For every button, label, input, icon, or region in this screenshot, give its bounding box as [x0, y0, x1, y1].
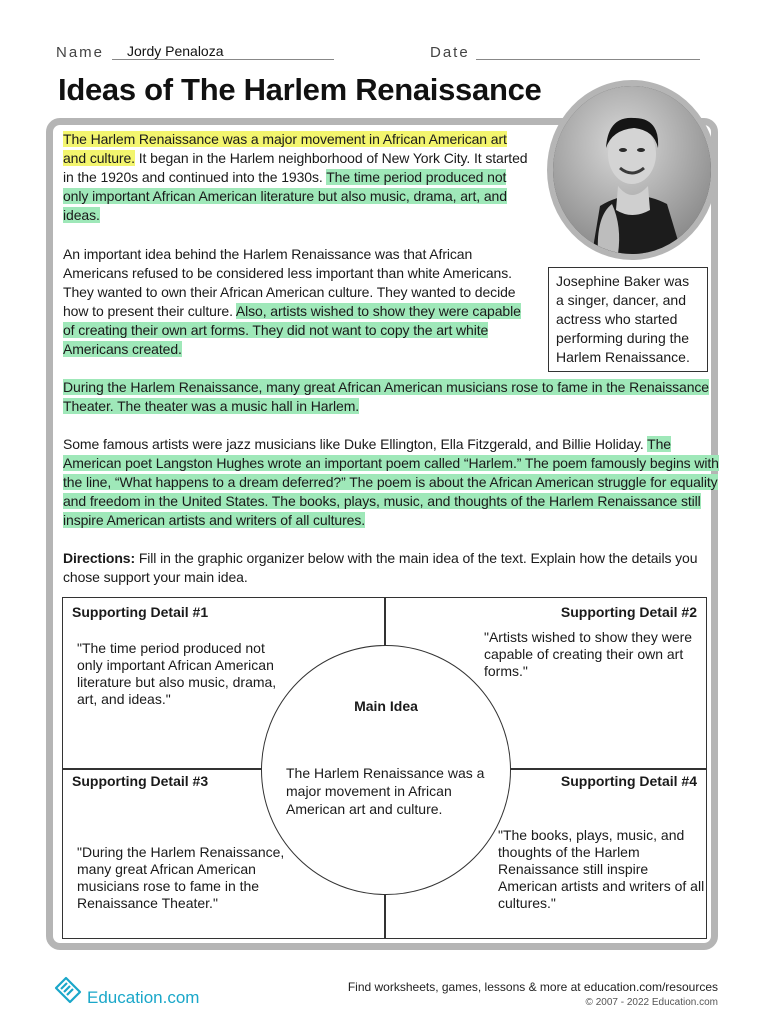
highlight-detail-2: Also, artists wished to show they were capable of creating their own art forms. They did not want to copy the art white Americans created.	[63, 303, 521, 357]
paragraph-1	[63, 130, 533, 225]
supporting-detail-4-label: Supporting Detail #4	[560, 773, 697, 789]
highlight-main-idea: The Harlem Renaissance was a major movement in African American art and culture.	[63, 131, 507, 166]
paragraph-4-text: Some famous artists were jazz musicians like Duke Ellington, Ella Fitzgerald, and Billie Holiday.	[63, 436, 648, 452]
josephine-baker-photo	[547, 80, 717, 260]
paragraph-2-text: An important idea behind the Harlem Renaissance was that African Americans refused to be considered less important than white Americans. They wanted to own their African American culture. They wanted to decide how to present their culture.	[63, 246, 516, 319]
supporting-detail-3-label: Supporting Detail #3	[72, 773, 209, 789]
date-line	[476, 59, 700, 60]
supporting-detail-4-text[interactable]: "The books, plays, music, and thoughts of the Harlem Renaissance still inspire American artists and writers of all cultures."	[498, 827, 705, 911]
highlight-detail-4: The American poet Langston Hughes wrote an important poem called “Harlem.” The poem famously begins with the line, “What happens to a dream deferred?” The poem is about the African American struggle for equality and freedom in the United States. The books, plays, music, and thoughts of the Harlem Renaissance still inspire American artists and writers of all cultures.	[63, 436, 719, 528]
education-logo-icon	[52, 974, 84, 1006]
supporting-detail-1-label: Supporting Detail #1	[72, 604, 209, 620]
education-logo[interactable]	[52, 972, 199, 1008]
paragraph-3	[63, 378, 723, 416]
paragraph-2	[63, 245, 533, 359]
footer-tagline[interactable]: Find worksheets, games, lessons & more at education.com/resources	[347, 980, 718, 994]
photo-caption: Josephine Baker was a singer, dancer, and actress who started performing during the Harlem Renaissance.	[548, 267, 708, 372]
directions-label: Directions:	[63, 550, 136, 566]
directions	[63, 549, 723, 587]
brand-name: Education.com	[87, 988, 200, 1007]
graphic-organizer	[62, 597, 707, 939]
student-name: Jordy Penaloza	[127, 43, 224, 59]
highlight-detail-3: During the Harlem Renaissance, many great African American musicians rose to fame in the Renaissance Theater. The theater was a music hall in Harlem.	[63, 379, 709, 414]
supporting-detail-3-text[interactable]: "During the Harlem Renaissance, many great African American musicians rose to fame in the Renaissance Theater."	[77, 844, 285, 911]
main-idea-text[interactable]: The Harlem Renaissance was a major movement in African American art and culture.	[286, 765, 485, 817]
page-title: Ideas of The Harlem Renaissance	[58, 72, 542, 107]
highlight-detail-1: The time period produced not only important African American literature but also music, drama, art, and ideas.	[63, 169, 507, 223]
main-idea-circle	[261, 645, 511, 895]
main-idea-label: Main Idea	[354, 698, 418, 714]
footer-copyright: © 2007 - 2022 Education.com	[585, 997, 718, 1008]
name-line	[112, 59, 334, 60]
paragraph-4	[63, 435, 723, 530]
supporting-detail-2-text[interactable]: "Artists wished to show they were capable of creating their own art forms."	[484, 629, 693, 679]
date-label: Date	[430, 44, 470, 61]
supporting-detail-2-label: Supporting Detail #2	[560, 604, 697, 620]
directions-text: Fill in the graphic organizer below with the main idea of the text. Explain how the details you chose support your main idea.	[63, 550, 698, 585]
name-label: Name	[56, 44, 105, 61]
paragraph-1-text: It began in the Harlem neighborhood of New York City. It started in the 1920s and continued into the 1930s.	[63, 150, 528, 185]
supporting-detail-1-text[interactable]: "The time period produced not only important African American literature but also music, drama, art, and ideas."	[77, 640, 277, 707]
